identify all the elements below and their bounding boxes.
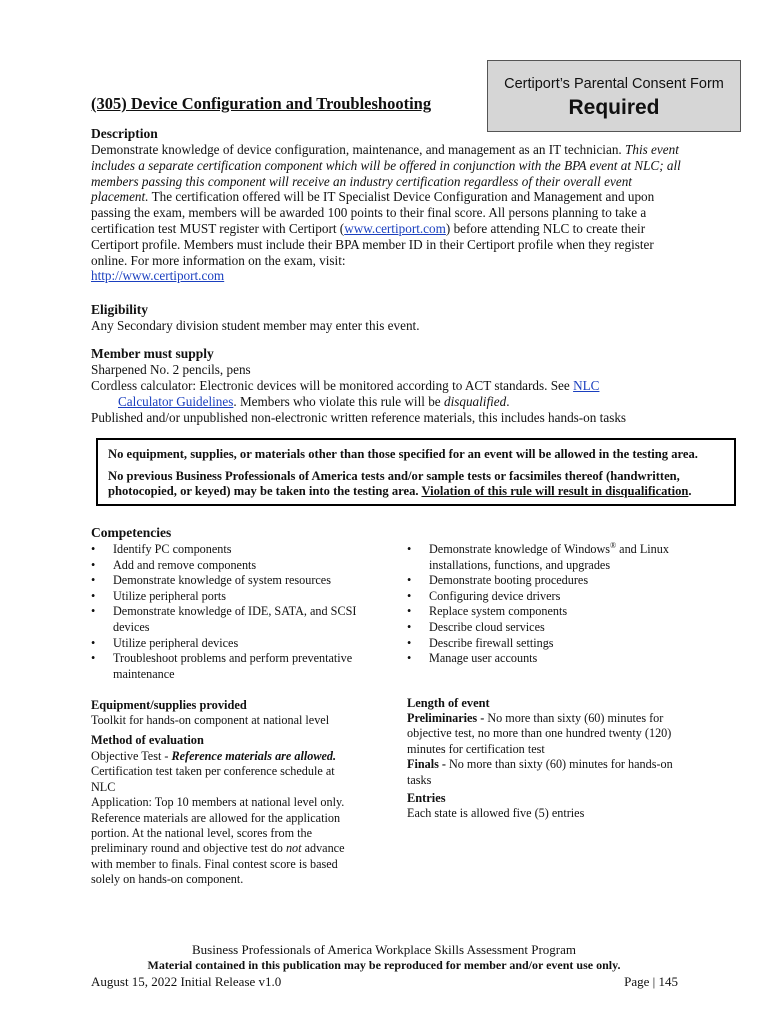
rule-previous-tests: No previous Business Professionals of America tests and/or sample tests or facsimiles thereof (handwritten, photocopied, or keyed) may be taken into the testing area. Violation of this rule will result in disqualification. bbox=[108, 468, 692, 499]
list-item: • Demonstrate knowledge of system resources bbox=[91, 573, 376, 589]
consent-form-label: Certiport’s Parental Consent Form bbox=[504, 76, 724, 92]
list-item: • Troubleshoot problems and perform preventative maintenance bbox=[91, 651, 376, 682]
list-item: • Add and remove components bbox=[91, 558, 376, 574]
list-item: • Utilize peripheral devices bbox=[91, 636, 376, 652]
event-title: (305) Device Configuration and Troubleshooting bbox=[91, 94, 432, 113]
consent-required-label: Required bbox=[568, 96, 660, 119]
supply-item-pencils: Sharpened No. 2 pencils, pens bbox=[91, 362, 251, 377]
length-text: Preliminaries - No more than sixty (60) minutes for objective test, no more than one hundred twenty (120) minutes for certification test Finals - No more than sixty (60) minutes for hands-on tasks bbox=[407, 711, 673, 787]
testing-rules-box bbox=[96, 438, 736, 506]
parental-consent-box bbox=[487, 60, 741, 132]
supply-item-reference: Published and/or unpublished non-electronic written reference materials, this includes hands-on tasks bbox=[91, 410, 627, 425]
list-item: • Utilize peripheral ports bbox=[91, 589, 376, 605]
list-item: • Demonstrate booting procedures bbox=[407, 573, 692, 589]
entries-heading: Entries bbox=[407, 791, 446, 805]
eligibility-text: Any Secondary division student member may enter this event. bbox=[91, 318, 420, 333]
list-item: • Describe cloud services bbox=[407, 620, 692, 636]
supply-item-calculator: Cordless calculator: Electronic devices will be monitored according to ACT standards. See NLC Calculator Guidelines. Members who violate this rule will be disqualified. bbox=[91, 378, 600, 409]
supply-heading: Member must supply bbox=[91, 346, 214, 361]
list-item: • Demonstrate knowledge of Windows® and Linux installations, functions, and upgrades bbox=[407, 542, 692, 573]
list-item: • Describe firewall settings bbox=[407, 636, 692, 652]
list-item: • Demonstrate knowledge of IDE, SATA, and SCSI devices bbox=[91, 604, 376, 635]
rule-equipment: No equipment, supplies, or materials other than those specified for an event will be allowed in the testing area. bbox=[108, 447, 698, 461]
footer-notice: Material contained in this publication may be reproduced for member and/or event use only. bbox=[147, 958, 621, 972]
length-heading: Length of event bbox=[407, 696, 490, 710]
description-heading: Description bbox=[91, 126, 158, 141]
evaluation-text: Objective Test - Reference materials are allowed. Certification test taken per conference schedule at NLC Application: Top 10 members at national level only. Reference materials are allowed for the application portion. At the national level, scores from the preliminary round and objective test do not advance with member to finals. Final contest score is based solely on hands-on component. bbox=[91, 749, 345, 887]
certiport-url-link[interactable]: http://www.certiport.com bbox=[91, 268, 225, 284]
competencies-left-list bbox=[91, 542, 376, 682]
description-text: Demonstrate knowledge of device configuration, maintenance, and management as an IT technician. This event includes a separate certification component which will be offered in conjunction with the BPA event at NLC; all members passing this component will receive an industry certification regardless of their overall event placement. The certification offered will be IT Specialist Device Configuration and Management and upon passing the exam, members will be awarded 100 points to their final score. All persons planning to take a certification test MUST register with Certiport (www.certiport.com) before attending NLC to create their Certiport profile. Members must include their BPA member ID in their Certiport profile when they register online. For more information on the exam, visit: http://www.certiport.com bbox=[91, 142, 681, 284]
equipment-text: Toolkit for hands-on component at national level bbox=[91, 713, 330, 727]
equipment-heading: Equipment/supplies provided bbox=[91, 698, 247, 712]
nlc-calculator-link[interactable]: NLC bbox=[573, 378, 600, 393]
footer-program: Business Professionals of America Workplace Skills Assessment Program bbox=[192, 942, 576, 957]
entries-text: Each state is allowed five (5) entries bbox=[407, 806, 585, 820]
footer-page-number: Page | 145 bbox=[624, 974, 678, 989]
competencies-heading: Competencies bbox=[91, 525, 172, 540]
list-item: • Identify PC components bbox=[91, 542, 376, 558]
footer-release: August 15, 2022 Initial Release v1.0 bbox=[91, 974, 282, 989]
evaluation-heading: Method of evaluation bbox=[91, 733, 204, 747]
calculator-guidelines-link[interactable]: Calculator Guidelines bbox=[118, 393, 234, 409]
certiport-link[interactable]: www.certiport.com bbox=[344, 220, 446, 236]
eligibility-heading: Eligibility bbox=[91, 302, 149, 317]
list-item: • Replace system components bbox=[407, 604, 692, 620]
list-item: • Configuring device drivers bbox=[407, 589, 692, 605]
competencies-right-list bbox=[407, 542, 692, 667]
list-item: • Manage user accounts bbox=[407, 651, 692, 667]
